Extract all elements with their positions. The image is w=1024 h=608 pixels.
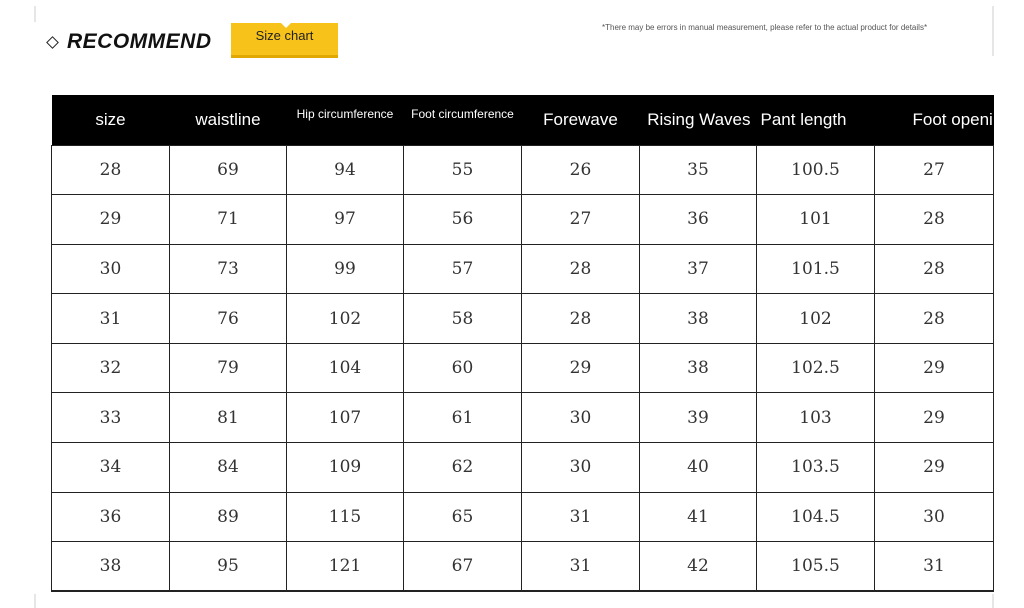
- table-cell: 35: [640, 145, 757, 195]
- table-row: [52, 343, 994, 393]
- table-cell: 103: [757, 393, 875, 443]
- column-header: Hip circumference: [287, 95, 404, 145]
- table-row: [52, 393, 994, 443]
- table-header-row: [52, 95, 994, 145]
- table-cell: 84: [170, 443, 287, 493]
- table-row: [52, 294, 994, 344]
- table-row: [52, 492, 994, 542]
- column-header: Foot opening: [875, 95, 994, 145]
- table-cell: 30: [875, 492, 994, 542]
- table-cell: 30: [522, 393, 640, 443]
- table-cell: 79: [170, 343, 287, 393]
- table-cell: 104.5: [757, 492, 875, 542]
- table-cell: 39: [640, 393, 757, 443]
- table-cell: 28: [875, 195, 994, 245]
- table-cell: 56: [404, 195, 522, 245]
- table-cell: 38: [640, 343, 757, 393]
- table-cell: 29: [522, 343, 640, 393]
- table-body: [52, 145, 994, 591]
- table-cell: 65: [404, 492, 522, 542]
- frame-edge-left-top: [34, 6, 36, 22]
- table-cell: 30: [522, 443, 640, 493]
- table-cell: 99: [287, 244, 404, 294]
- table-cell: 102.5: [757, 343, 875, 393]
- column-header: Foot circumference: [404, 95, 522, 145]
- frame-edge-left-bottom: [34, 594, 36, 608]
- table-cell: 103.5: [757, 443, 875, 493]
- table-cell: 58: [404, 294, 522, 344]
- table-cell: 101.5: [757, 244, 875, 294]
- table-cell: 60: [404, 343, 522, 393]
- column-header: size: [52, 95, 170, 145]
- table-cell: 30: [52, 244, 170, 294]
- table-row: [52, 145, 994, 195]
- table-cell: 40: [640, 443, 757, 493]
- table-cell: 94: [287, 145, 404, 195]
- table-cell: 89: [170, 492, 287, 542]
- table-cell: 32: [52, 343, 170, 393]
- table-cell: 76: [170, 294, 287, 344]
- table-cell: 62: [404, 443, 522, 493]
- table-cell: 38: [640, 294, 757, 344]
- table-cell: 95: [170, 542, 287, 592]
- table-cell: 29: [875, 443, 994, 493]
- table-cell: 28: [522, 294, 640, 344]
- table-cell: 29: [52, 195, 170, 245]
- table-cell: 38: [52, 542, 170, 592]
- table-cell: 101: [757, 195, 875, 245]
- table-cell: 28: [875, 294, 994, 344]
- table-cell: 41: [640, 492, 757, 542]
- frame-edge-right-bottom: [992, 594, 994, 608]
- table-cell: 107: [287, 393, 404, 443]
- table-cell: 26: [522, 145, 640, 195]
- table-cell: 73: [170, 244, 287, 294]
- table-cell: 27: [875, 145, 994, 195]
- column-header: Pant length: [757, 95, 875, 145]
- table-cell: 29: [875, 343, 994, 393]
- table-cell: 31: [875, 542, 994, 592]
- table-cell: 57: [404, 244, 522, 294]
- table-cell: 31: [522, 492, 640, 542]
- table-cell: 61: [404, 393, 522, 443]
- table-cell: 36: [52, 492, 170, 542]
- table-cell: 109: [287, 443, 404, 493]
- table-cell: 121: [287, 542, 404, 592]
- table-cell: 102: [287, 294, 404, 344]
- table-row: [52, 542, 994, 592]
- size-table: [51, 95, 1012, 592]
- table-cell: 81: [170, 393, 287, 443]
- table-row: [52, 244, 994, 294]
- table-cell: 55: [404, 145, 522, 195]
- table-cell: 42: [640, 542, 757, 592]
- table-cell: 28: [875, 244, 994, 294]
- table-cell: 27: [522, 195, 640, 245]
- recommend-title: RECOMMEND: [67, 30, 212, 53]
- table-row: [52, 443, 994, 493]
- frame-edge-right-top: [992, 6, 994, 56]
- table-cell: 104: [287, 343, 404, 393]
- table-row: [52, 195, 994, 245]
- table-cell: 31: [522, 542, 640, 592]
- recommend-heading: [48, 30, 212, 54]
- column-header: Forewave: [522, 95, 640, 145]
- table-cell: 34: [52, 443, 170, 493]
- table-cell: 28: [52, 145, 170, 195]
- table-cell: 28: [522, 244, 640, 294]
- size-chart-tag: [231, 23, 338, 58]
- table-cell: 37: [640, 244, 757, 294]
- table-cell: 100.5: [757, 145, 875, 195]
- column-header: waistline: [170, 95, 287, 145]
- table-cell: 71: [170, 195, 287, 245]
- size-chart-label: Size chart: [255, 28, 314, 43]
- table-cell: 33: [52, 393, 170, 443]
- table-cell: 105.5: [757, 542, 875, 592]
- table-cell: 36: [640, 195, 757, 245]
- column-header: Rising Waves: [640, 95, 757, 145]
- table-cell: 102: [757, 294, 875, 344]
- table-cell: 69: [170, 145, 287, 195]
- table-cell: 115: [287, 492, 404, 542]
- table-cell: 31: [52, 294, 170, 344]
- table-cell: 67: [404, 542, 522, 592]
- table-cell: 97: [287, 195, 404, 245]
- table-cell: 29: [875, 393, 994, 443]
- diamond-icon: [46, 36, 59, 49]
- measurement-disclaimer: *There may be errors in manual measurement, please refer to the actual product for details*: [602, 23, 928, 32]
